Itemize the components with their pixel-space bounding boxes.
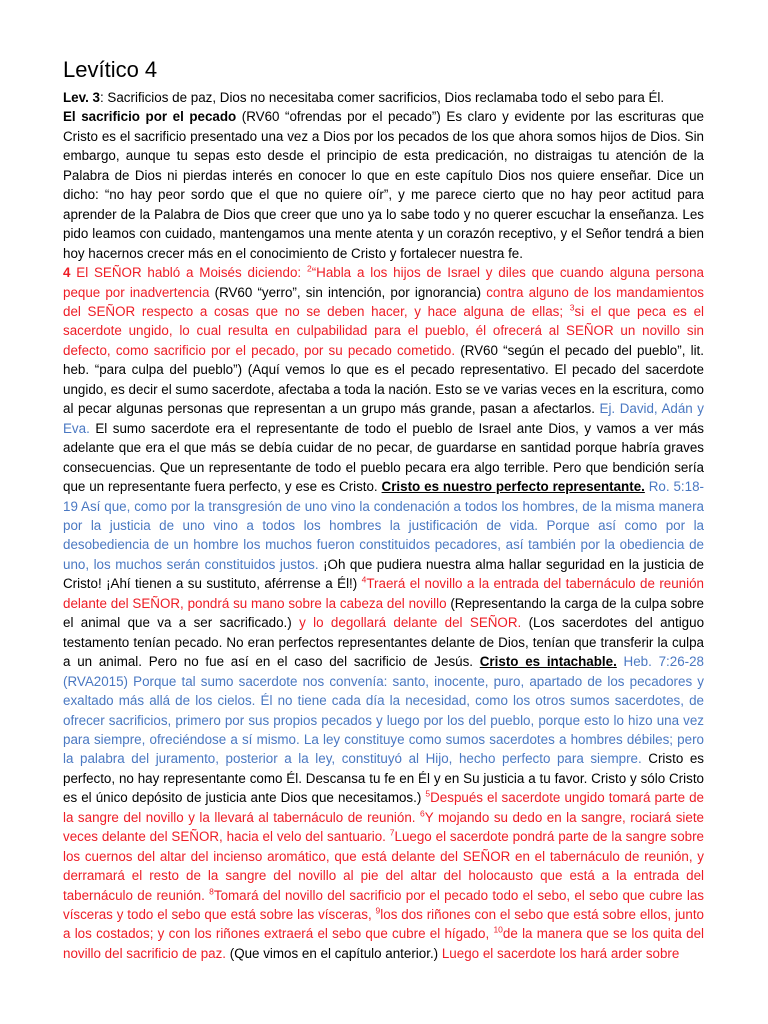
- verse-number: 6: [420, 808, 425, 819]
- commentary-text: El sumo sacerdote era el representante de todo el pueblo de Israel ante Dios, y vamos a ver más adelante que era el que más se debía cuidar de no pecar, de guardarse en santidad porque habría graves consecuencias. Que un representante de todo el pueblo pecara era algo terrible. Pero que bendición sería que un representante fuera perfecto, y ese es Cristo.: [63, 420, 704, 495]
- verse-number: 4: [361, 574, 367, 585]
- verse-text: El SEÑOR habló a Moisés diciendo:: [70, 265, 307, 281]
- verse-number: 8: [209, 886, 214, 897]
- section-heading: El sacrificio por el pecado: [63, 109, 237, 125]
- verse-text: si el que peca es el sacerdote ungido, lo cual resulta en culpabilidad para el pueblo, él ofrecerá al SEÑOR un novillo sin defecto, como sacrificio por el pecado, por su pecado cometido.: [63, 303, 704, 358]
- verse-text: Traerá el novillo a la entrada del tabernáculo de reunión delante del SEÑOR, pondrá su mano sobre la cabeza del novillo: [63, 576, 704, 611]
- verse-text: los dos riñones con el sebo que está sobre ellos, junto a los costados; y con los riñones extraerá el sebo que cubre el hígado,: [63, 907, 704, 942]
- verse-text: y lo degollará delante del SEÑOR.: [299, 615, 522, 631]
- verse-number: 5: [425, 788, 431, 799]
- verse-number: 3: [569, 302, 575, 313]
- verse-number: 9: [375, 905, 381, 916]
- commentary-text: (RV60 “ofrendas por el pecado”) Es claro y evidente por las escrituras que Cristo es el sacrificio presentado una vez a Dios por los pecados de los que ahora somos hijos de Dios. Sin embargo, aunque tu sepas esto desde el principio de esta predicación, no distraigas tu atención de la Palabra de Dios ni pierdas interés en conocer lo que en este capítulo Dios nos quiere enseñar. Dice un dicho: “no hay peor sordo que el que no quiere oír”, y me parece cierto que no hay peor actitud para aprender de la Palabra de Dios que creer que uno ya lo sabe todo y no querer escuchar la enseñanza. Les pido leamos con cuidado, mantengamos una mente atenta y un corazón receptivo, y el Señor tendrá a bien hoy hacernos crecer más en el conocimiento de Cristo y fortalecer nuestra fe.: [63, 109, 704, 261]
- commentary-text: Cristo es perfecto, no hay representante como Él. Descansa tu fe en Él y en Su justicia a tu favor. Cristo y sólo Cristo es el único depósito de justicia ante Dios que necesitamos.): [63, 751, 704, 806]
- cross-reference: Ro. 5:18-19 Así que, como por la transgresión de uno vino la condenación a todos los hombres, de la misma manera por la justicia de uno vino a todos los hombres la justificación de vida. Porque así como por la desobediencia de un hombre los muchos fueron constituidos pecadores, así también por la obediencia de uno, los muchos serán constituidos justos.: [63, 479, 704, 572]
- verse-number: 4: [63, 265, 71, 281]
- verse-text: contra alguno de los mandamientos del SEÑOR respecto a cosas que no se deben hacer, y hace alguna de ellas;: [63, 284, 704, 319]
- commentary-text: (Que vimos en el capítulo anterior.): [226, 945, 442, 961]
- cross-reference: Ej. David, Adán y Eva.: [63, 401, 704, 436]
- commentary-text: (Representando la carga de la culpa sobre el animal que va a ser sacrificado.): [63, 595, 704, 631]
- commentary-text: (RV60 “yerro”, sin intención, por ignorancia): [209, 284, 487, 300]
- scripture-paragraph: [63, 263, 704, 963]
- verse-text: Después el sacerdote ungido tomará parte de la sangre del novillo y la llevará al tabernáculo de reunión.: [63, 790, 704, 825]
- emphasis-statement: Cristo es intachable.: [479, 654, 617, 670]
- commentary-paragraph: [63, 107, 704, 263]
- commentary-text: ¡Oh que pudiera nuestra alma hallar seguridad en la justicia de Cristo! ¡Ahí tienen a su sustituto, aférrense a Él!): [63, 556, 705, 592]
- cross-reference: Heb. 7:26-28 (RVA2015) Porque tal sumo sacerdote nos convenía: santo, inocente, puro, apartado de los pecadores y exaltado más allá de los cielos. Él no tiene cada día la necesidad, como los otros sumos sacerdotes, de ofrecer sacrificios, primero por sus propios pecados y luego por los del pueblo, porque esto lo hizo una vez para siempre, ofreciéndose a sí mismo. La ley constituye como sumos sacerdotes a hombres débiles; pero la palabra del juramento, posterior a la ley, constituyó al Hijo, hecho perfecto para siempre.: [63, 654, 704, 767]
- commentary-text: (RV60 “según el pecado del pueblo”, lit. heb. “para culpa del pueblo”) (Aquí vemos lo que es el pecado representativo. El pecado del sacerdote ungido, es decir el sumo sacerdote, afectaba a toda la nación. Esto se ve varias veces en la escritura, como al pecar algunas personas que representan a un grupo más grande, pasan a afectarlos.: [63, 342, 704, 417]
- emphasis-statement: Cristo es nuestro perfecto representante.: [381, 479, 645, 495]
- intro-reference: Lev. 3: [63, 90, 100, 105]
- intro-text: : Sacrificios de paz, Dios no necesitaba comer sacrificios, Dios reclamaba todo el sebo para Él.: [99, 90, 665, 105]
- verse-text: Tomará del novillo del sacrificio por el pecado todo el sebo, el sebo que cubre las vísceras y todo el sebo que está sobre las vísceras,: [63, 887, 704, 923]
- intro-paragraph: [63, 88, 704, 107]
- verse-number: 2: [306, 263, 312, 274]
- verse-text: de la manera que se los quita del novillo del sacrificio de paz.: [63, 926, 704, 961]
- commentary-text: (Los sacerdotes del antiguo testamento tenían pecado. No eran perfectos representantes delante de Dios, tenían que transferir la culpa a un animal. Pero no fue así en el caso del sacrificio de Jesús.: [63, 615, 705, 670]
- verse-text: “Habla a los hijos de Israel y diles que cuando alguna persona peque por inadvertencia: [63, 265, 704, 300]
- page-title: Levítico 4: [63, 57, 158, 82]
- verse-text: Luego el sacerdote pondrá parte de la sangre sobre los cuernos del altar del incienso aromático, que está delante del SEÑOR en el tabernáculo de reunión, y derramará el resto de la sangre del novillo al pie del altar del holocausto que está a la entrada del tabernáculo de reunión.: [63, 829, 705, 903]
- verse-text: Luego el sacerdote los hará arder sobre: [441, 945, 680, 961]
- verse-number: 7: [389, 827, 395, 838]
- verse-number: 10: [493, 925, 503, 936]
- verse-text: Y mojando su dedo en la sangre, rociará siete veces delante del SEÑOR, hacia el velo del santuario.: [63, 809, 705, 845]
- document-body: [63, 88, 704, 963]
